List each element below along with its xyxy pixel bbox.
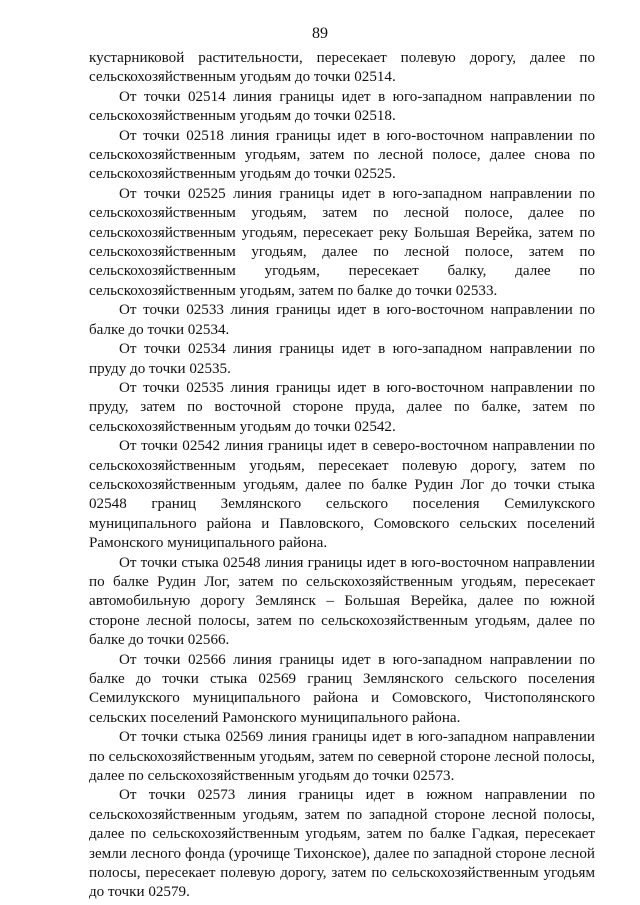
paragraph-10: От точки 02566 линия границы идет в юго-западном направлении по балке до точки стыка 02569 границ Землянского сельского поселения Семилукского муниципального района и Сомовского, Чистополянского сельских поселений Рамонского муниципального района. — [89, 651, 595, 726]
paragraph-11: От точки стыка 02569 линия границы идет в юго-западном направлении по сельскохозяйственным угодьям, затем по северной стороне лесной полосы, далее по сельскохозяйственным угодьям до точки 02573. — [89, 729, 595, 785]
paragraph-12: От точки 02573 линия границы идет в южном направлении по сельскохозяйственным угодьям, затем по западной стороне лесной полосы, далее по сельскохозяйственным угодьям, затем по балке Гадкая, пересекает земли лесного фонда (урочище Тихонское), далее по западной стороне лесной полосы, пересекает полевую дорогу, затем по сельскохозяйственным угодьям до точки 02579. — [89, 787, 595, 901]
paragraph-6: От точки 02534 линия границы идет в юго-западном направлении по пруду до точки 02535. — [89, 341, 595, 377]
paragraph-9: От точки стыка 02548 линия границы идет в юго-восточном направлении по балке Рудин Лог, затем по сельскохозяйственным угодьям, пересекает автомобильную дорогу Землянск – Большая Верейка, далее по южной стороне лесной полосы, затем по сельскохозяйственным угодьям, далее по балке до точки 02566. — [89, 554, 595, 649]
paragraph-1: кустарниковой растительности, пересекает полевую дорогу, далее по сельскохозяйственным угодьям до точки 02514. — [89, 50, 595, 86]
paragraph-3: От точки 02518 линия границы идет в юго-восточном направлении по сельскохозяйственным угодьям, затем по лесной полосе, далее снова по сельскохозяйственным угодьям до точки 02525. — [89, 127, 595, 183]
page-number: 89 — [312, 25, 328, 42]
paragraph-4: От точки 02525 линия границы идет в юго-западном направлении по сельскохозяйственным угодьям, затем по лесной полосе, далее по сельскохозяйственным угодьям, пересекает реку Большая Верейка, затем по сельскохозяйственным угодьям, далее по лесной полосе, затем по сельскохозяйственным угодьям, пересекает балку, далее по сельскохозяйственным угодьям, затем по балке до точки 02533. — [89, 185, 595, 299]
document-body — [89, 49, 595, 903]
paragraph-8: От точки 02542 линия границы идет в северо-восточном направлении по сельскохозяйственным угодьям, пересекает полевую дорогу, затем по сельскохозяйственным угодьям, далее по балке Рудин Лог до точки стыка 02548 границ Землянского сельского поселения Семилукского муниципального района и Павловского, Сомовского сельских поселений Рамонского муниципального района. — [89, 438, 595, 552]
paragraph-5: От точки 02533 линия границы идет в юго-восточном направлении по балке до точки 02534. — [89, 302, 595, 338]
paragraph-7: От точки 02535 линия границы идет в юго-восточном направлении по пруду, затем по восточной стороне пруда, далее по балке, затем по сельскохозяйственным угодьям до точки 02542. — [89, 379, 595, 435]
paragraph-2: От точки 02514 линия границы идет в юго-западном направлении по сельскохозяйственным угодьям до точки 02518. — [89, 88, 595, 125]
